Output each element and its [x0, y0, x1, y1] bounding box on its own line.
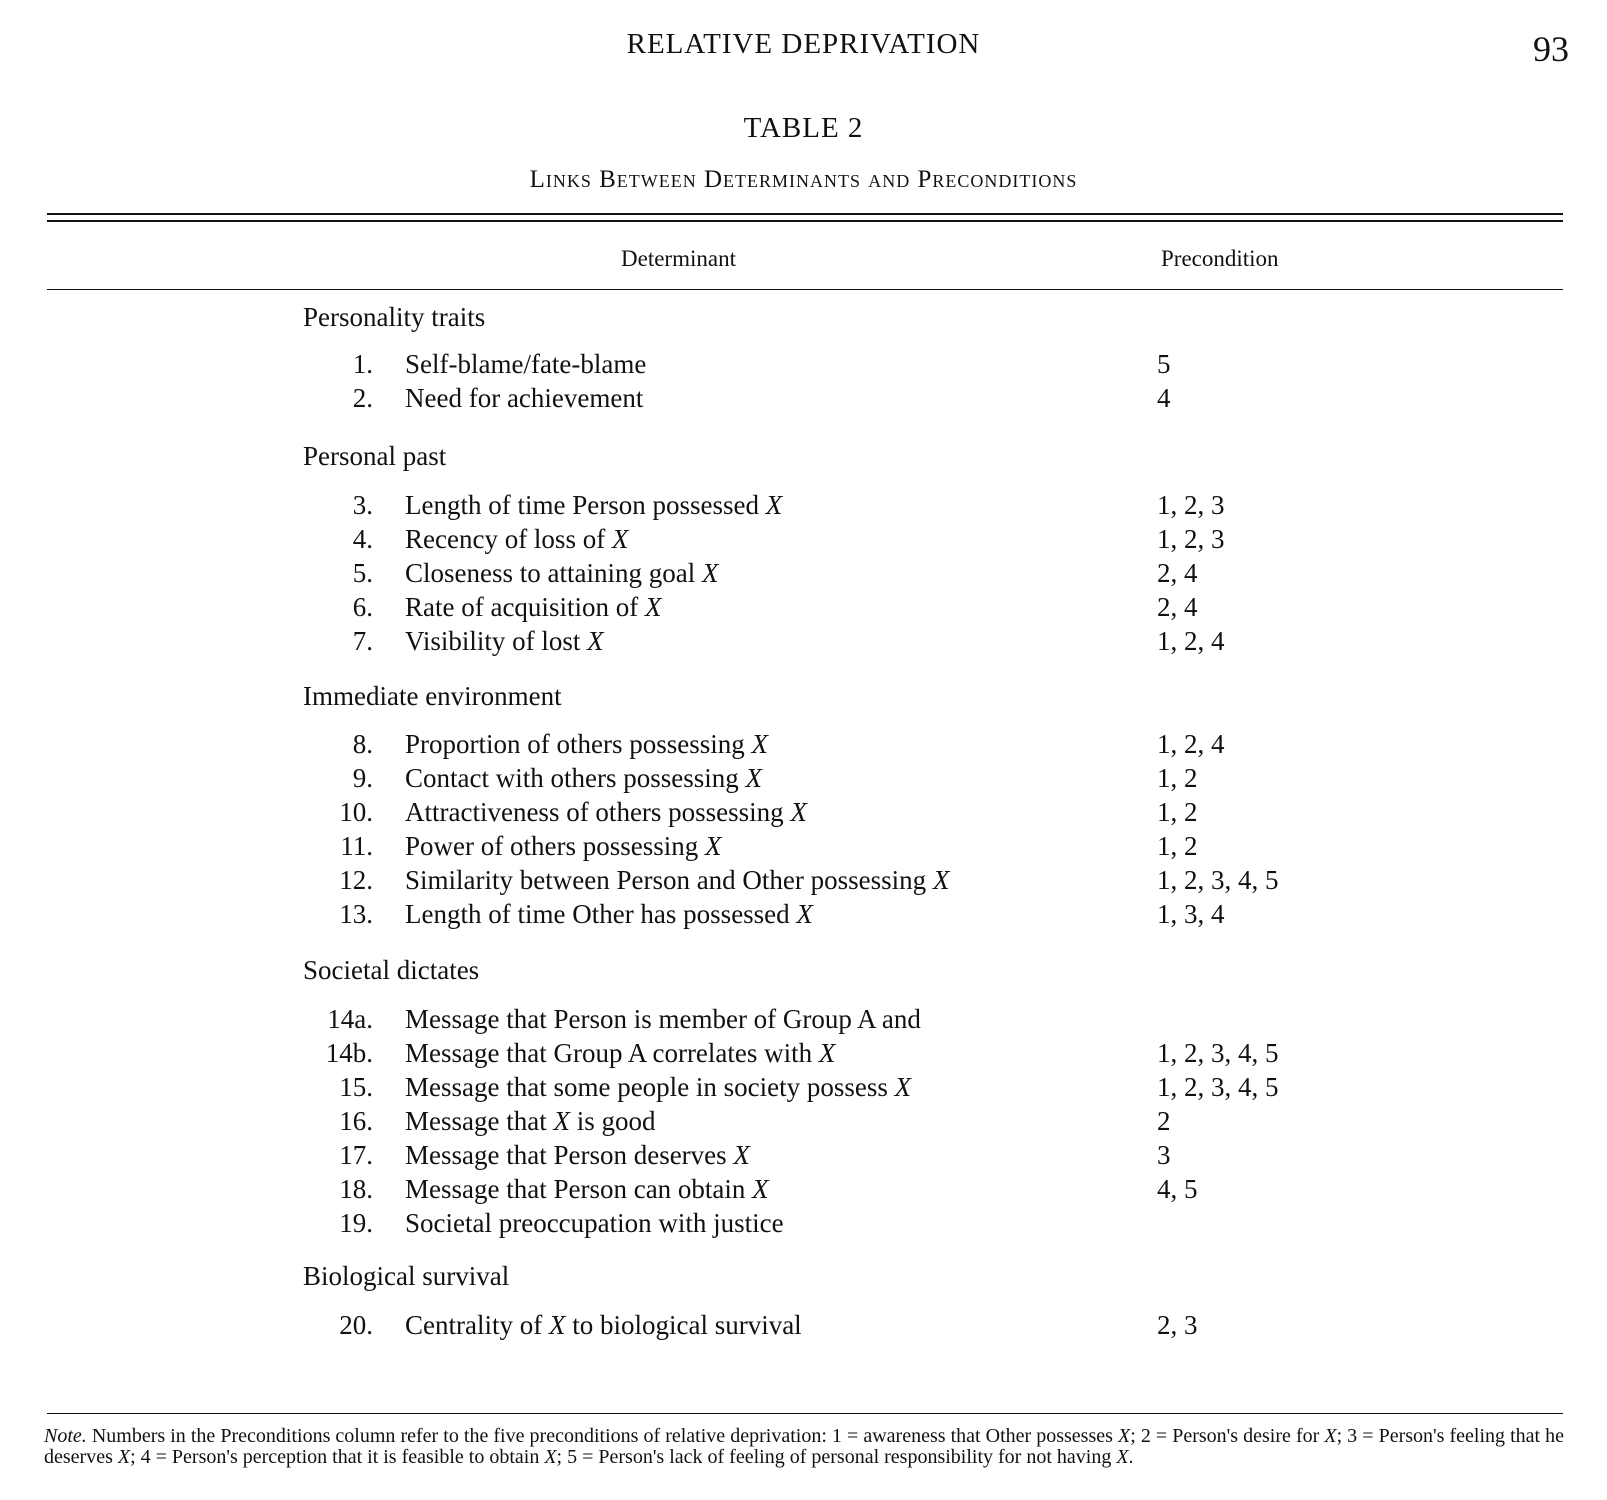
note-lead: Note.	[44, 1425, 87, 1447]
row-number: 14a.	[327, 1004, 373, 1034]
row-number: 2.	[352, 383, 373, 413]
row-number: 3.	[352, 490, 373, 520]
determinant-cell: Centrality of X to biological survival	[405, 1310, 802, 1340]
determinant-cell: Message that Group A correlates with X	[405, 1038, 836, 1068]
precondition-cell: 1, 2	[1157, 831, 1198, 861]
row-number: 7.	[352, 626, 373, 656]
determinant-cell: Message that Person can obtain X	[405, 1174, 769, 1204]
determinant-cell: Length of time Person possessed X	[405, 490, 783, 520]
precondition-cell: 3	[1157, 1140, 1171, 1170]
row-number: 16.	[339, 1106, 373, 1136]
determinant-cell: Rate of acquisition of X	[405, 592, 662, 622]
precondition-cell: 4	[1157, 383, 1171, 413]
row-number: 14b.	[325, 1038, 373, 1068]
table-row	[0, 1208, 1607, 1242]
table-row	[0, 1038, 1607, 1072]
row-number: 13.	[339, 899, 373, 929]
precondition-cell: 1, 2	[1157, 763, 1198, 793]
determinant-cell: Self-blame/fate-blame	[405, 349, 647, 379]
precondition-cell: 2, 4	[1157, 558, 1198, 588]
determinant-cell: Closeness to attaining goal X	[405, 558, 719, 588]
row-number: 10.	[339, 797, 373, 827]
precondition-cell: 1, 2, 4	[1157, 729, 1225, 759]
precondition-cell: 1, 2, 3, 4, 5	[1157, 1072, 1279, 1102]
precondition-cell: 4, 5	[1157, 1174, 1198, 1204]
table-row	[0, 1106, 1607, 1140]
determinant-cell: Societal preoccupation with justice	[405, 1208, 784, 1238]
row-number: 8.	[352, 729, 373, 759]
row-number: 6.	[352, 592, 373, 622]
precondition-cell: 2, 4	[1157, 592, 1198, 622]
table-row	[0, 592, 1607, 626]
precondition-cell: 1, 2, 3, 4, 5	[1157, 1038, 1279, 1068]
note-text: Numbers in the Preconditions column refer to the five preconditions of relative deprivation: 1 = awareness that Other possesses X; 2 = Person's desire for X; 3 = Person's feeling that he deserves X; 4 = Person's perception that it is feasible to obtain X; 5 = Person's lack of feeling of personal responsibility for not having X.	[44, 1425, 1565, 1468]
determinant-cell: Attractiveness of others possessing X	[405, 797, 807, 827]
table-row	[0, 1174, 1607, 1208]
table-row	[0, 831, 1607, 865]
table-row	[0, 899, 1607, 933]
table-row	[0, 1140, 1607, 1174]
determinant-cell: Need for achievement	[405, 383, 644, 413]
category-heading: Biological survival	[303, 1261, 510, 1291]
table-row	[0, 558, 1607, 592]
row-number: 20.	[339, 1310, 373, 1340]
category-heading: Immediate environment	[303, 681, 562, 711]
row-number: 4.	[352, 524, 373, 554]
determinant-cell: Similarity between Person and Other possessing X	[405, 865, 950, 895]
table-row	[0, 729, 1607, 763]
row-number: 1.	[352, 349, 373, 379]
determinant-cell: Length of time Other has possessed X	[405, 899, 813, 929]
table-bottom-rule	[47, 1413, 1563, 1414]
determinant-cell: Recency of loss of X	[405, 524, 629, 554]
running-title: RELATIVE DEPRIVATION	[626, 28, 981, 60]
determinant-cell: Power of others possessing X	[405, 831, 722, 861]
table-row	[0, 1310, 1607, 1344]
category-heading: Societal dictates	[303, 955, 480, 985]
determinant-cell: Contact with others possessing X	[405, 763, 762, 793]
row-number: 19.	[339, 1208, 373, 1238]
row-number: 15.	[339, 1072, 373, 1102]
category-heading: Personality traits	[303, 302, 486, 332]
table-top-rule-second	[47, 220, 1563, 222]
row-number: 11.	[340, 831, 373, 861]
precondition-cell: 1, 2	[1157, 797, 1198, 827]
precondition-cell: 1, 2, 4	[1157, 626, 1225, 656]
row-number: 9.	[352, 763, 373, 793]
precondition-cell: 2, 3	[1157, 1310, 1198, 1340]
page-number: 93	[1533, 29, 1569, 69]
table-row	[0, 349, 1607, 383]
row-number: 17.	[339, 1140, 373, 1170]
table-row	[0, 1072, 1607, 1106]
determinant-cell: Visibility of lost X	[405, 626, 604, 656]
row-number: 18.	[339, 1174, 373, 1204]
table-label: TABLE 2	[743, 112, 864, 144]
table-row	[0, 797, 1607, 831]
header-rule	[47, 289, 1563, 290]
column-header-determinant: Determinant	[621, 246, 736, 271]
table-row	[0, 626, 1607, 660]
precondition-cell: 1, 2, 3, 4, 5	[1157, 865, 1279, 895]
table-row	[0, 383, 1607, 417]
precondition-cell: 5	[1157, 349, 1171, 379]
category-heading: Personal past	[303, 441, 447, 471]
table-row	[0, 763, 1607, 797]
row-number: 12.	[339, 865, 373, 895]
precondition-cell: 1, 2, 3	[1157, 490, 1225, 520]
table-note	[44, 1426, 1564, 1468]
precondition-cell: 2	[1157, 1106, 1171, 1136]
precondition-cell: 1, 2, 3	[1157, 524, 1225, 554]
column-header-precondition: Precondition	[1161, 246, 1279, 271]
precondition-cell: 1, 3, 4	[1157, 899, 1225, 929]
table-row	[0, 524, 1607, 558]
row-number: 5.	[352, 558, 373, 588]
running-head	[0, 22, 1607, 72]
table-row	[0, 1004, 1607, 1038]
determinant-cell: Message that some people in society possess X	[405, 1072, 912, 1102]
table-row	[0, 865, 1607, 899]
table-top-rule	[47, 213, 1563, 215]
determinant-cell: Message that Person is member of Group A and	[405, 1004, 921, 1034]
table-row	[0, 490, 1607, 524]
table-title: Links Between Determinants and Preconditions	[529, 166, 1078, 193]
determinant-cell: Proportion of others possessing X	[405, 729, 768, 759]
determinant-cell: Message that Person deserves X	[405, 1140, 750, 1170]
determinant-cell: Message that X is good	[405, 1106, 656, 1136]
